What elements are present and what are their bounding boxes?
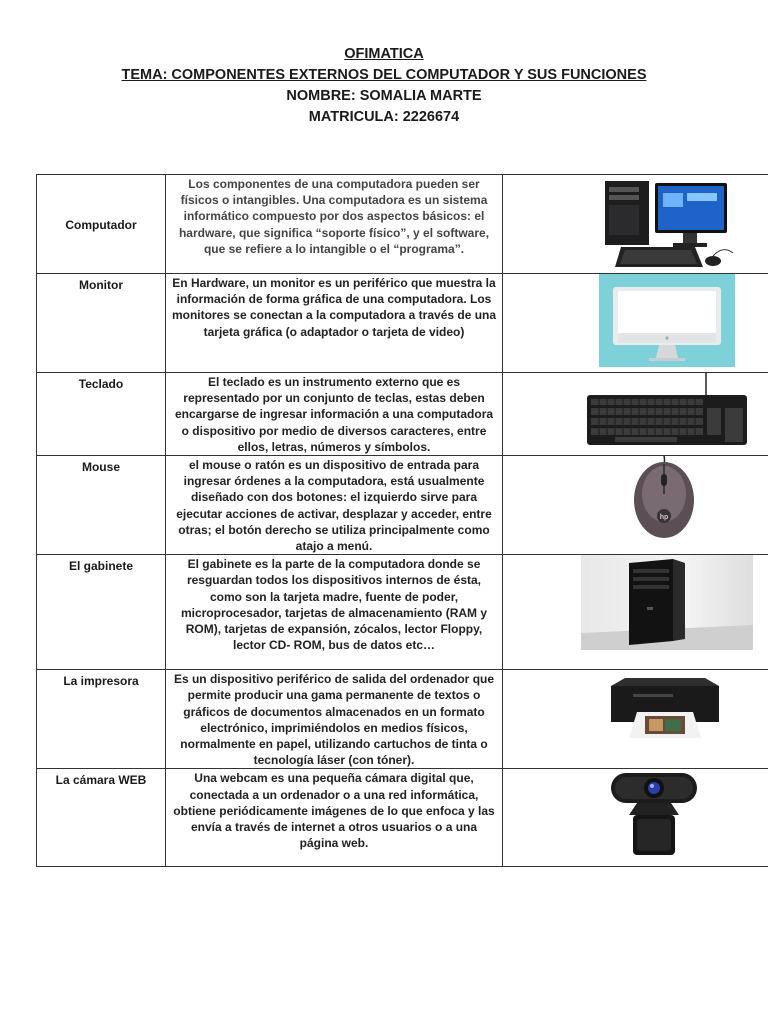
component-name: Mouse xyxy=(37,456,166,555)
component-name: La impresora xyxy=(37,670,166,769)
table-row xyxy=(37,373,768,456)
component-name: La cámara WEB xyxy=(37,769,166,867)
keyboard-photo xyxy=(585,373,749,453)
student-name: NOMBRE: SOMALIA MARTE xyxy=(286,88,482,104)
component-description: Una webcam es una pequeña cámara digital que, conectada a un ordenador o a una red informática, obtiene periódicamente imágenes de lo que enfoca y las envía a través de internet a otros usuarios o a una página web. xyxy=(166,769,503,867)
component-description: Los componentes de una computadora pueden ser físicos o intangibles. Una computadora es un sistema informático compuesto por dos aspectos básicos: el hardware, que significa “soporte físico”, y el software, que se refiere a lo intangible o el “programa”. xyxy=(166,175,503,274)
component-name: Computador xyxy=(37,175,166,274)
mouse-photo xyxy=(629,456,699,542)
component-description: El gabinete es la parte de la computadora donde se resguardan todos los dispositivos internos de ésta, como son la tarjeta madre, fuente de poder, microprocesador, tarjetas de almacenamiento (RAM y ROM), tarjetas de expansión, zócalos, lector Floppy, lector CD- ROM, bus de datos etc… xyxy=(166,555,503,670)
topic-title: TEMA: COMPONENTES EXTERNOS DEL COMPUTADOR Y SUS FUNCIONES xyxy=(121,67,647,83)
document-header xyxy=(0,44,768,128)
monitor-photo xyxy=(599,274,735,367)
component-name: El gabinete xyxy=(37,555,166,670)
student-id: MATRICULA: 2226674 xyxy=(308,109,460,125)
table-row xyxy=(37,670,768,769)
desktop-computer-photo xyxy=(563,175,768,273)
component-description: En Hardware, un monitor es un periférico que muestra la información de forma gráfica de una computadora. Los monitores se conectan a la computadora a través de una tarjeta gráfica (o adaptador o tarjeta de video) xyxy=(166,274,503,373)
components-table xyxy=(36,174,768,867)
component-description: el mouse o ratón es un dispositivo de entrada para ingresar órdenes a la computadora, está usualmente diseñado con dos botones: el izquierdo sirve para ejecutar acciones de activar, desplazar y acceder, entre otras; el botón derecho se utiliza principalmente como atajo a menú. xyxy=(166,456,503,555)
table-row xyxy=(37,175,768,274)
component-name: Teclado xyxy=(37,373,166,456)
subject-title: OFIMATICA xyxy=(344,46,424,62)
table-row xyxy=(37,456,768,555)
printer-photo xyxy=(603,672,727,752)
table-row xyxy=(37,274,768,373)
svg-text:hp: hp xyxy=(659,514,669,522)
component-description: Es un dispositivo periférico de salida del ordenador que permite producir una gama permanente de textos o gráficos de documentos almacenados en un formato electrónico, imprimiéndolos en medios físicos, normalmente en papel, utilizando cartuchos de tinta o tecnología láser (con tóner). xyxy=(166,670,503,769)
table-row xyxy=(37,555,768,670)
webcam-photo xyxy=(607,769,701,865)
table-row xyxy=(37,769,768,867)
component-name: Monitor xyxy=(37,274,166,373)
component-description: El teclado es un instrumento externo que es representado por un conjunto de teclas, estas deben encargarse de ingresar información a una computadora o dispositivo por medio de diversos caracteres, entre ellos, letras, números y símbolos. xyxy=(166,373,503,456)
pc-case-photo xyxy=(581,555,753,650)
